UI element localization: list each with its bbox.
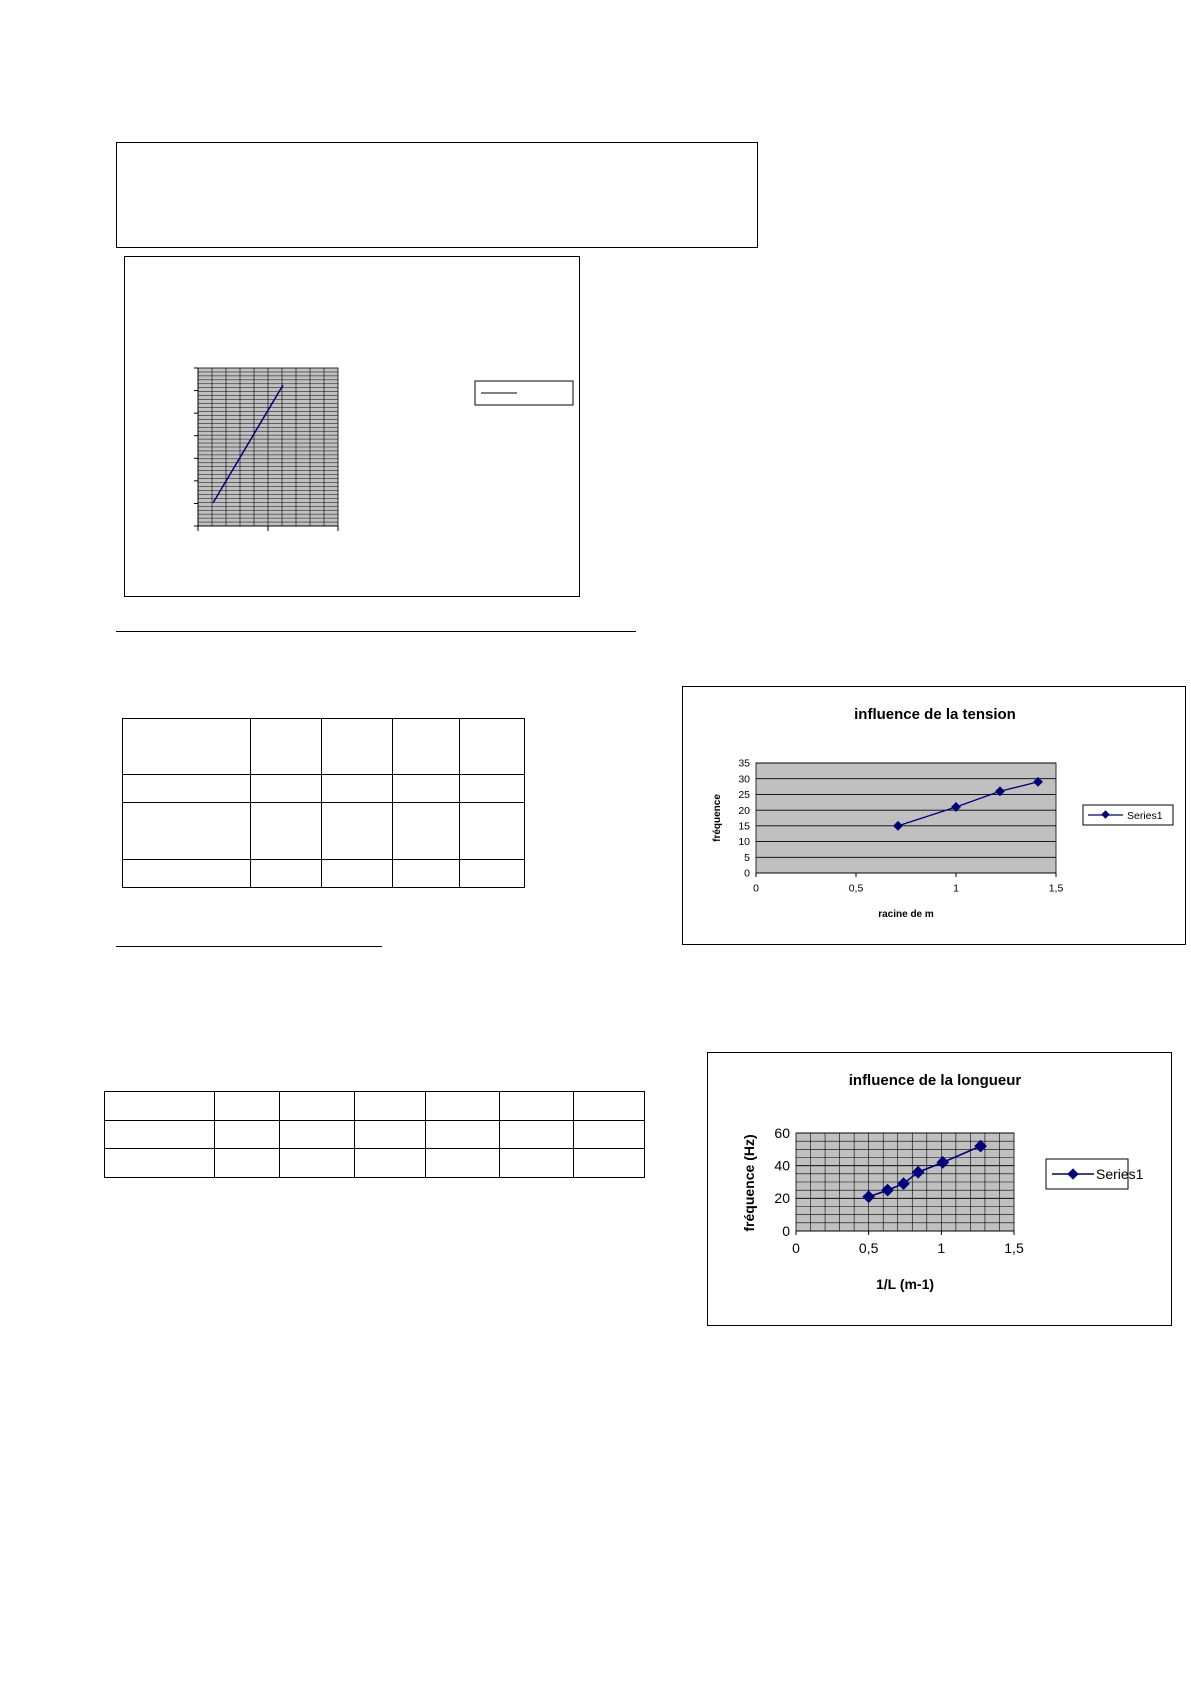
length-x-tick-label: 1 bbox=[937, 1240, 946, 1256]
tension-y-tick-label: 25 bbox=[738, 789, 750, 802]
table-1-cell bbox=[123, 803, 251, 860]
table-2-cell bbox=[574, 1092, 645, 1121]
table-1-cell bbox=[460, 719, 525, 775]
table-2-cell bbox=[426, 1121, 500, 1149]
small-chart bbox=[125, 257, 581, 598]
table-2-cell bbox=[105, 1121, 215, 1149]
tension-y-tick-label: 30 bbox=[738, 773, 750, 786]
section-rule-1 bbox=[116, 631, 636, 632]
table-1 bbox=[122, 718, 525, 888]
length-chart-frame bbox=[707, 1052, 1172, 1326]
tension-chart bbox=[683, 687, 1187, 946]
table-1-cell bbox=[460, 775, 525, 803]
tension-y-tick-label: 20 bbox=[738, 804, 750, 817]
table-1-cell bbox=[123, 775, 251, 803]
table-1-cell bbox=[393, 803, 460, 860]
table-1-cell bbox=[251, 803, 322, 860]
table-2-cell bbox=[426, 1092, 500, 1121]
table-1-cell bbox=[460, 860, 525, 888]
table-1-cell bbox=[322, 860, 393, 888]
tension-x-tick-label: 0 bbox=[753, 882, 759, 895]
tension-y-tick-label: 15 bbox=[738, 820, 750, 833]
tension-y-tick-label: 0 bbox=[744, 867, 750, 880]
length-chart-legend bbox=[1046, 1159, 1144, 1189]
table-1-cell bbox=[460, 803, 525, 860]
table-2-cell bbox=[355, 1121, 426, 1149]
table-1-cell bbox=[393, 775, 460, 803]
table-1-cell bbox=[251, 775, 322, 803]
table-1-cell bbox=[251, 860, 322, 888]
length-y-tick-label: 40 bbox=[774, 1157, 790, 1174]
tension-chart-title: influence de la tension bbox=[854, 706, 1016, 723]
tension-x-tick-label: 1,5 bbox=[1048, 882, 1064, 895]
table-2-cell bbox=[500, 1121, 574, 1149]
tension-chart-ylabel: fréquence bbox=[712, 794, 723, 842]
tension-y-tick-label: 10 bbox=[738, 836, 750, 849]
length-y-tick-label: 20 bbox=[774, 1190, 790, 1207]
section-rule-2 bbox=[116, 946, 382, 947]
table-2-cell bbox=[500, 1092, 574, 1121]
tension-chart-xlabel: racine de m bbox=[878, 909, 934, 920]
length-x-tick-label: 1,5 bbox=[1004, 1240, 1024, 1256]
table-2-cell bbox=[426, 1149, 500, 1178]
table-2-cell bbox=[355, 1092, 426, 1121]
table-1-cell bbox=[322, 803, 393, 860]
length-y-tick-label: 0 bbox=[782, 1222, 790, 1239]
length-x-tick-label: 0 bbox=[792, 1240, 800, 1256]
small-chart-grid bbox=[198, 368, 338, 526]
length-x-tick-label: 0,5 bbox=[858, 1240, 879, 1256]
table-1-cell bbox=[123, 719, 251, 775]
small-chart-frame bbox=[124, 256, 580, 597]
table-2-cell bbox=[355, 1149, 426, 1178]
tension-y-tick-label: 35 bbox=[738, 757, 750, 770]
table-1-cell bbox=[123, 860, 251, 888]
tension-chart-plot-area bbox=[756, 763, 1056, 873]
table-1-cell bbox=[322, 775, 393, 803]
table-2-cell bbox=[280, 1121, 355, 1149]
tension-chart-legend-label: Series1 bbox=[1127, 810, 1163, 822]
table-1-cell bbox=[322, 719, 393, 775]
table-2-cell bbox=[215, 1121, 280, 1149]
tension-chart-frame bbox=[682, 686, 1186, 945]
tension-y-tick-label: 5 bbox=[744, 851, 750, 864]
table-2-cell bbox=[105, 1092, 215, 1121]
table-2-cell bbox=[105, 1149, 215, 1178]
length-chart-title: influence de la longueur bbox=[848, 1072, 1022, 1089]
table-2-cell bbox=[280, 1092, 355, 1121]
tension-x-tick-label: 0,5 bbox=[848, 882, 864, 895]
table-2-cell bbox=[574, 1121, 645, 1149]
table-2-cell bbox=[574, 1149, 645, 1178]
tension-x-tick-label: 1 bbox=[953, 882, 959, 895]
table-1-cell bbox=[393, 719, 460, 775]
length-chart bbox=[708, 1053, 1173, 1327]
table-2-cell bbox=[215, 1092, 280, 1121]
length-chart-xlabel: 1/L (m-1) bbox=[875, 1276, 935, 1292]
length-y-tick-label: 60 bbox=[774, 1124, 790, 1141]
table-2 bbox=[104, 1091, 645, 1178]
table-2-cell bbox=[500, 1149, 574, 1178]
tension-chart-legend bbox=[1083, 805, 1173, 825]
length-chart-legend-label: Series1 bbox=[1096, 1166, 1144, 1182]
table-2-cell bbox=[280, 1149, 355, 1178]
length-chart-ylabel: fréquence (Hz) bbox=[741, 1134, 757, 1232]
table-1-cell bbox=[251, 719, 322, 775]
header-box bbox=[116, 142, 758, 248]
table-2-cell bbox=[215, 1149, 280, 1178]
table-1-cell bbox=[393, 860, 460, 888]
